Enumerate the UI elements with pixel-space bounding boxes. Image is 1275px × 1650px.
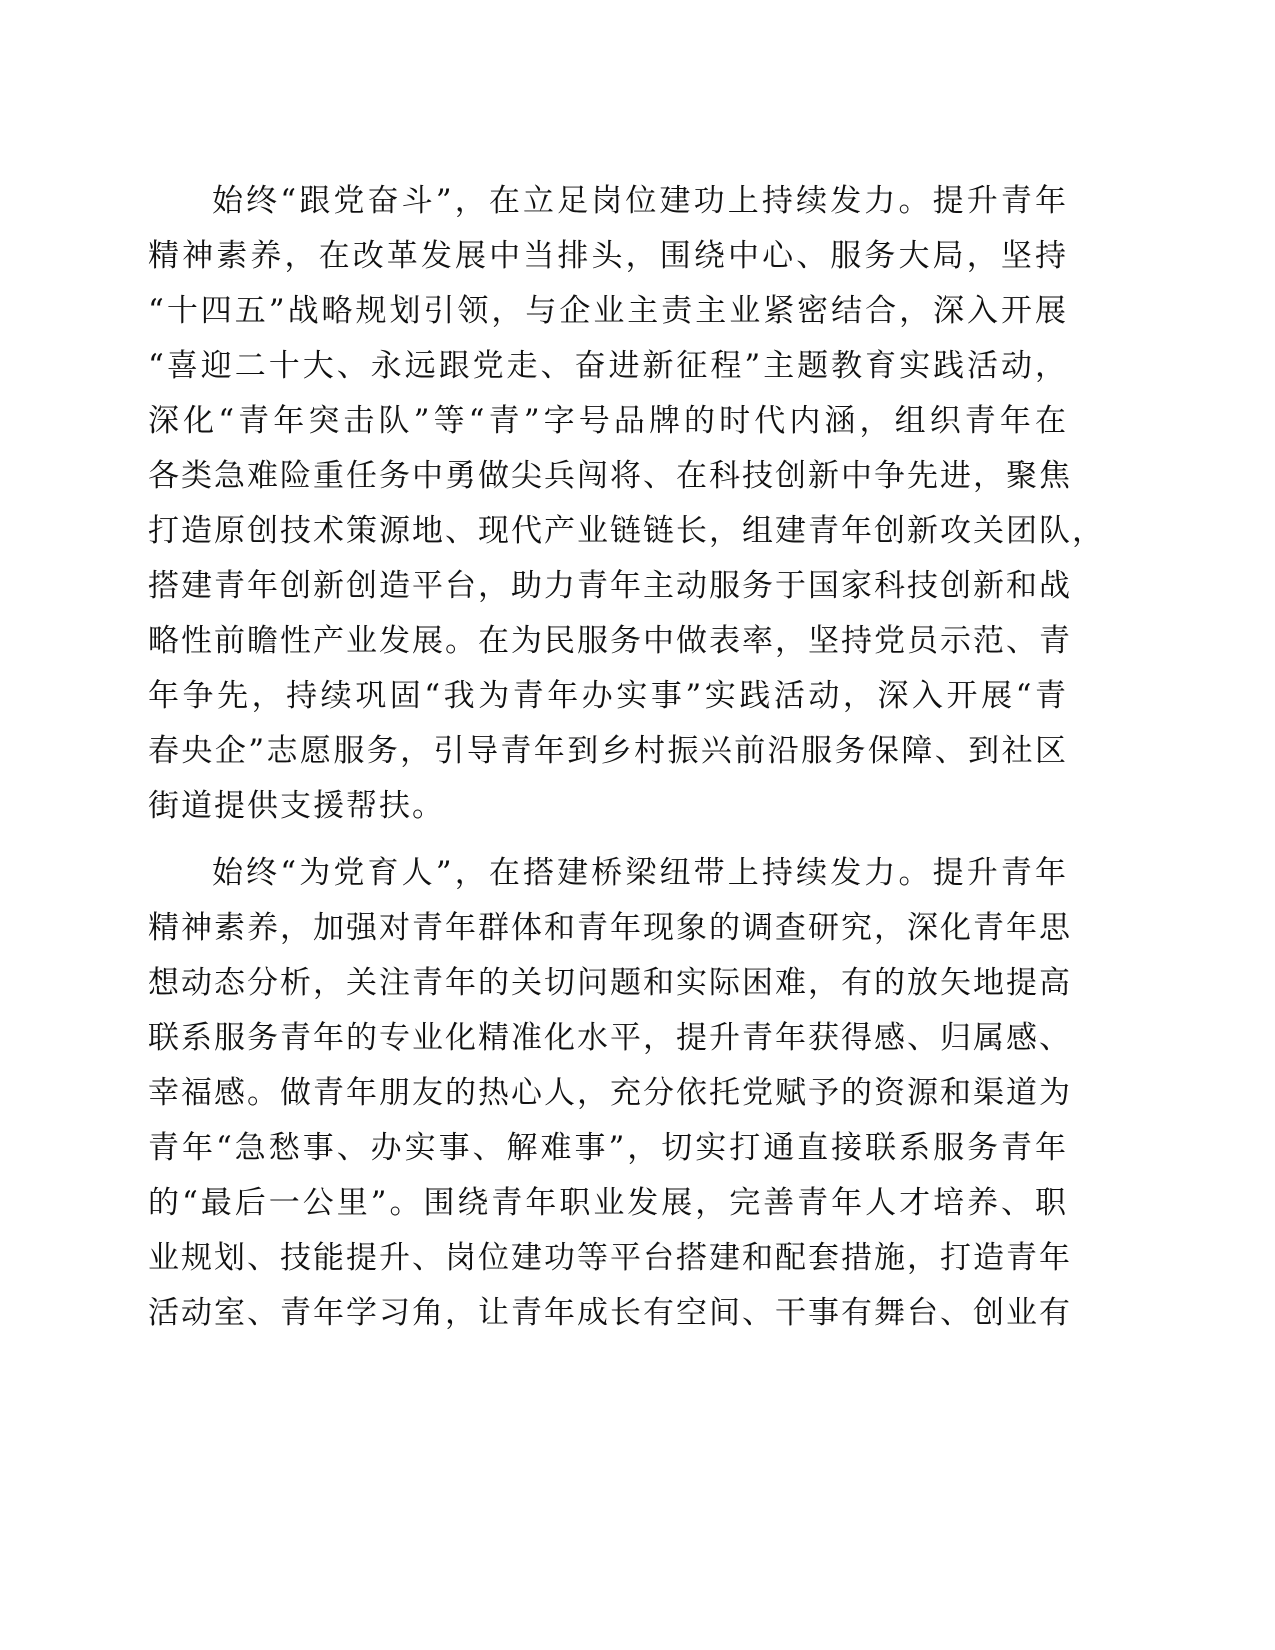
paragraph-line: 深化“青年突击队”等“青”字号品牌的时代内涵，组织青年在 xyxy=(148,403,1068,439)
paragraph-line: 幸福感。做青年朋友的热心人，充分依托党赋予的资源和渠道为 xyxy=(148,1075,1072,1111)
paragraph-line: 青年“急愁事、办实事、解难事”，切实打通直接联系服务青年 xyxy=(148,1130,1068,1166)
paragraph-line: “喜迎二十大、永远跟党走、奋进新征程”主题教育实践活动， xyxy=(148,348,1068,384)
paragraph-line: 联系服务青年的专业化精准化水平，提升青年获得感、归属感、 xyxy=(148,1020,1072,1056)
paragraph-line: 打造原创技术策源地、现代产业链链长，组建青年创新攻关团队， xyxy=(148,513,1105,549)
paragraph-line: 各类急难险重任务中勇做尖兵闯将、在科技创新中争先进，聚焦 xyxy=(148,458,1072,494)
paragraph-line: 始终“为党育人”，在搭建桥梁纽带上持续发力。提升青年 xyxy=(212,855,1068,891)
paragraph-line: 的“最后一公里”。围绕青年职业发展，完善青年人才培养、职 xyxy=(148,1185,1068,1221)
paragraph-1 xyxy=(148,174,1105,834)
paragraph-line: 搭建青年创新创造平台，助力青年主动服务于国家科技创新和战 xyxy=(148,568,1072,604)
paragraph-line: 精神素养，在改革发展中当排头，围绕中心、服务大局，坚持 xyxy=(148,238,1068,274)
paragraph-line: 想动态分析，关注青年的关切问题和实际困难，有的放矢地提高 xyxy=(148,965,1072,1001)
paragraph-line: 精神素养，加强对青年群体和青年现象的调查研究，深化青年思 xyxy=(148,910,1072,946)
paragraph-line: 街道提供支援帮扶。 xyxy=(148,788,445,824)
paragraph-2 xyxy=(148,846,1072,1341)
paragraph-line: 年争先，持续巩固“我为青年办实事”实践活动，深入开展“青 xyxy=(148,678,1068,714)
paragraph-line: 春央企”志愿服务，引导青年到乡村振兴前沿服务保障、到社区 xyxy=(148,733,1068,769)
paragraph-line: 略性前瞻性产业发展。在为民服务中做表率，坚持党员示范、青 xyxy=(148,623,1072,659)
paragraph-line: “十四五”战略规划引领，与企业主责主业紧密结合，深入开展 xyxy=(148,293,1068,329)
paragraph-line: 业规划、技能提升、岗位建功等平台搭建和配套措施，打造青年 xyxy=(148,1240,1072,1276)
paragraph-line: 始终“跟党奋斗”，在立足岗位建功上持续发力。提升青年 xyxy=(212,183,1068,219)
paragraph-line: 活动室、青年学习角，让青年成长有空间、干事有舞台、创业有 xyxy=(148,1295,1072,1331)
